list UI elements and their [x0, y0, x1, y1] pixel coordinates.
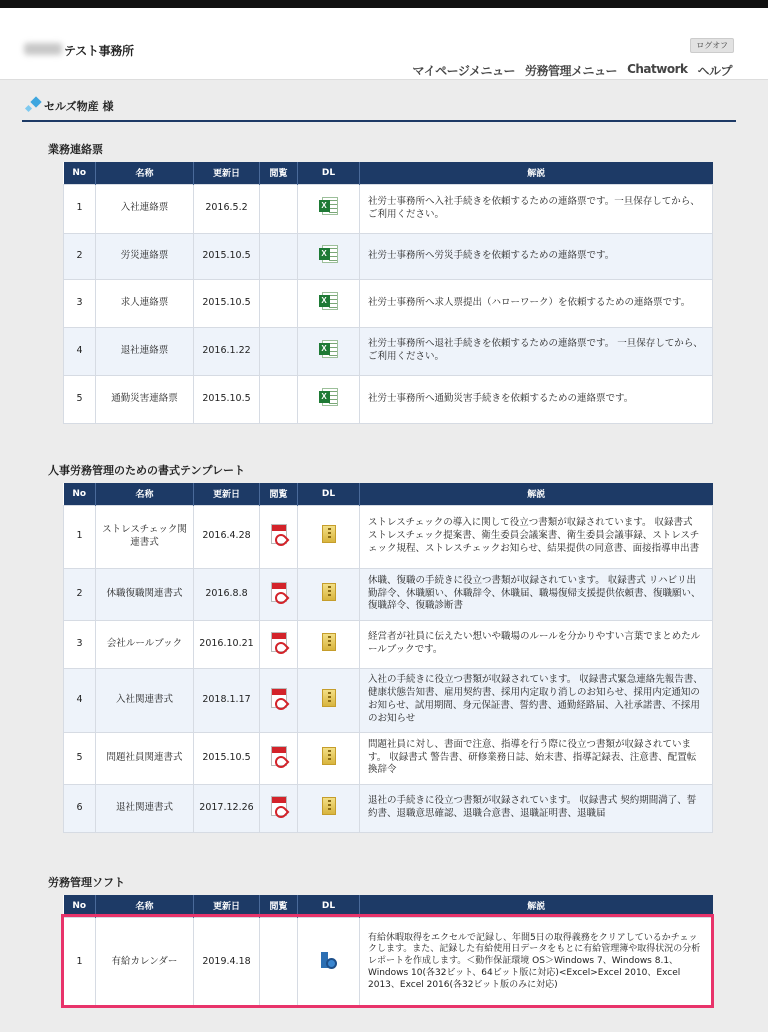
row-date: 2016.5.2 — [194, 184, 260, 233]
table-row — [64, 233, 713, 279]
row-view — [260, 784, 298, 832]
nav-labor-menu[interactable]: 労務管理メニュー — [525, 64, 618, 78]
col-dl: DL — [298, 895, 360, 917]
row-name: 会社ルールブック — [96, 620, 194, 668]
col-name: 名称 — [96, 895, 194, 917]
row-date: 2016.4.28 — [194, 505, 260, 568]
table-row — [64, 327, 713, 375]
table-row — [64, 668, 713, 732]
col-name: 名称 — [96, 162, 194, 184]
col-name: 名称 — [96, 483, 194, 505]
col-dl: DL — [298, 162, 360, 184]
row-dl — [298, 279, 360, 327]
pdf-file-icon[interactable] — [271, 688, 287, 708]
row-view — [260, 568, 298, 620]
excel-file-icon[interactable]: X — [319, 340, 339, 358]
row-dl — [298, 327, 360, 375]
pdf-file-icon[interactable] — [271, 746, 287, 766]
table-header-row — [64, 483, 713, 505]
table-row — [64, 732, 713, 784]
row-view — [260, 184, 298, 233]
col-no: No — [64, 895, 96, 917]
row-desc: 有給休暇取得をエクセルで記録し、年間5日の取得義務をクリアしているかチェックします。また、記録した有給使用日データをもとに有給管理簿や取得状況の分析レポートを作成します。＜動作保証環境 OS＞Windows 7、Windows 8.1、Windows 10(各32ビット、64ビット版に対応)<Excel>Excel 2010、Excel 2013、Excel 2016(各32ビット版のみに対応) — [360, 917, 713, 1007]
row-date: 2015.10.5 — [194, 233, 260, 279]
row-desc: 社労士事務所へ通勤災害手続きを依頼するための連絡票です。 — [360, 375, 713, 423]
pdf-file-icon[interactable] — [271, 632, 287, 652]
office-name: テスト事務所 — [64, 44, 134, 58]
row-dl — [298, 620, 360, 668]
row-dl — [298, 784, 360, 832]
col-updated: 更新日 — [194, 483, 260, 505]
row-name: 求人連絡票 — [96, 279, 194, 327]
row-no: 3 — [64, 620, 96, 668]
table-row — [64, 620, 713, 668]
client-heading — [22, 94, 736, 122]
row-desc: 社労士事務所へ労災手続きを依頼するための連絡票です。 — [360, 233, 713, 279]
pdf-file-icon[interactable] — [271, 796, 287, 816]
table-row — [64, 375, 713, 423]
row-dl — [298, 233, 360, 279]
diamond-icon — [30, 96, 41, 107]
row-view — [260, 375, 298, 423]
section-title-contact-forms: 業務連絡票 — [48, 143, 103, 156]
row-desc: 休職、復職の手続きに役立つ書類が収録されています。 収録書式 リハビリ出勤辞令、休職願い、休職辞令、休職届、職場復帰支援提供依頼書、復職願い、復職辞令、復職診断書 — [360, 568, 713, 620]
col-view: 閲覧 — [260, 895, 298, 917]
row-date: 2016.8.8 — [194, 568, 260, 620]
row-no: 6 — [64, 784, 96, 832]
excel-file-icon[interactable]: X — [319, 197, 339, 215]
col-no: No — [64, 483, 96, 505]
nav-mypage-menu[interactable]: マイページメニュー — [412, 64, 516, 78]
main-nav — [412, 62, 732, 79]
client-name: セルズ物産 様 — [44, 100, 114, 113]
zip-folder-icon[interactable] — [322, 797, 336, 815]
row-desc: 問題社員に対し、書面で注意、指導を行う際に役立つ書類が収録されています。 収録書式 警告書、研修業務日誌、始末書、指導記録表、注意書、配置転換辞令 — [360, 732, 713, 784]
table-header-row — [64, 895, 713, 917]
nav-chatwork[interactable]: Chatwork — [627, 62, 688, 76]
blurred-logo — [24, 43, 62, 55]
row-name: 退社関連書式 — [96, 784, 194, 832]
row-date: 2016.1.22 — [194, 327, 260, 375]
section-title-templates: 人事労務管理のための書式テンプレート — [48, 464, 246, 477]
row-date: 2019.4.18 — [194, 917, 260, 1007]
row-dl — [298, 375, 360, 423]
row-name: ストレスチェック関連書式 — [96, 505, 194, 568]
row-date: 2018.1.17 — [194, 668, 260, 732]
logoff-button[interactable]: ログオフ — [690, 38, 734, 53]
col-dl: DL — [298, 483, 360, 505]
row-date: 2015.10.5 — [194, 375, 260, 423]
table-row — [64, 784, 713, 832]
col-desc: 解説 — [360, 895, 713, 917]
row-dl — [298, 732, 360, 784]
row-desc: 退社の手続きに役立つ書類が収録されています。 収録書式 契約期間満了、誓約書、退職意思確認、退職合意書、退職証明書、退職届 — [360, 784, 713, 832]
col-updated: 更新日 — [194, 895, 260, 917]
row-desc: 社労士事務所へ求人票提出（ハローワーク）を依頼するための連絡票です。 — [360, 279, 713, 327]
section-title-software: 労務管理ソフト — [48, 876, 125, 889]
row-no: 5 — [64, 375, 96, 423]
row-date: 2015.10.5 — [194, 732, 260, 784]
table-header-row — [64, 162, 713, 184]
row-view — [260, 327, 298, 375]
col-desc: 解説 — [360, 162, 713, 184]
row-no: 5 — [64, 732, 96, 784]
pdf-file-icon[interactable] — [271, 582, 287, 602]
row-date: 2017.12.26 — [194, 784, 260, 832]
excel-file-icon[interactable]: X — [319, 292, 339, 310]
contact-forms-table — [63, 162, 713, 424]
templates-table — [63, 483, 713, 833]
row-no: 2 — [64, 568, 96, 620]
table-row — [64, 568, 713, 620]
col-no: No — [64, 162, 96, 184]
zip-folder-icon[interactable] — [322, 525, 336, 543]
page-header — [0, 8, 768, 80]
row-dl — [298, 668, 360, 732]
row-no: 1 — [64, 184, 96, 233]
table-row — [64, 184, 713, 233]
col-desc: 解説 — [360, 483, 713, 505]
pdf-file-icon[interactable] — [271, 524, 287, 544]
col-updated: 更新日 — [194, 162, 260, 184]
zip-folder-icon[interactable] — [322, 747, 336, 765]
row-no: 2 — [64, 233, 96, 279]
row-name: 有給カレンダー — [96, 917, 194, 1007]
table-row — [64, 279, 713, 327]
row-view — [260, 233, 298, 279]
row-view — [260, 732, 298, 784]
row-view — [260, 668, 298, 732]
table-row — [64, 917, 713, 1007]
excel-file-icon[interactable]: X — [319, 245, 339, 263]
row-desc: ストレスチェックの導入に関して役立つ書類が収録されています。 収録書式 ストレスチェック提案書、衛生委員会議案書、衛生委員会議事録、ストレスチェック規程、ストレスチェックお知らせ、結果提供の同意書、面接指導申出書 — [360, 505, 713, 568]
row-no: 4 — [64, 668, 96, 732]
row-dl — [298, 917, 360, 1007]
row-dl — [298, 568, 360, 620]
row-dl — [298, 184, 360, 233]
row-desc: 経営者が社員に伝えたい想いや職場のルールを分かりやすい言葉でまとめたルールブックです。 — [360, 620, 713, 668]
row-no: 4 — [64, 327, 96, 375]
software-table — [63, 895, 713, 1008]
row-date: 2016.10.21 — [194, 620, 260, 668]
excel-file-icon[interactable]: X — [319, 388, 339, 406]
zip-folder-icon[interactable] — [322, 633, 336, 651]
row-no: 1 — [64, 505, 96, 568]
row-view — [260, 279, 298, 327]
row-name: 通勤災害連絡票 — [96, 375, 194, 423]
row-name: 入社連絡票 — [96, 184, 194, 233]
row-view — [260, 917, 298, 1007]
col-view: 閲覧 — [260, 483, 298, 505]
nav-help[interactable]: ヘルプ — [697, 64, 732, 78]
top-bar — [0, 0, 768, 8]
row-name: 退社連絡票 — [96, 327, 194, 375]
row-view — [260, 505, 298, 568]
row-view — [260, 620, 298, 668]
row-desc: 入社の手続きに役立つ書類が収録されています。 収録書式緊急連絡先報告書、健康状態告知書、雇用契約書、採用内定取り消しのお知らせ、採用内定通知のお知らせ、試用期間、身元保証書、誓約書、通勤経路届、入社承諾書、不採用のお知らせ — [360, 668, 713, 732]
col-view: 閲覧 — [260, 162, 298, 184]
diamond-small-icon — [25, 105, 32, 112]
row-desc: 社労士事務所へ入社手続きを依頼するための連絡票です。一旦保存してから、ご利用ください。 — [360, 184, 713, 233]
row-name: 休職復職関連書式 — [96, 568, 194, 620]
row-name: 入社関連書式 — [96, 668, 194, 732]
zip-folder-icon[interactable] — [322, 689, 336, 707]
install-package-icon[interactable] — [320, 951, 338, 969]
row-name: 労災連絡票 — [96, 233, 194, 279]
row-no: 3 — [64, 279, 96, 327]
zip-folder-icon[interactable] — [322, 583, 336, 601]
row-dl — [298, 505, 360, 568]
table-row — [64, 505, 713, 568]
row-no: 1 — [64, 917, 96, 1007]
row-date: 2015.10.5 — [194, 279, 260, 327]
row-name: 問題社員関連書式 — [96, 732, 194, 784]
row-desc: 社労士事務所へ退社手続きを依頼するための連絡票です。 一旦保存してから、ご利用ください。 — [360, 327, 713, 375]
